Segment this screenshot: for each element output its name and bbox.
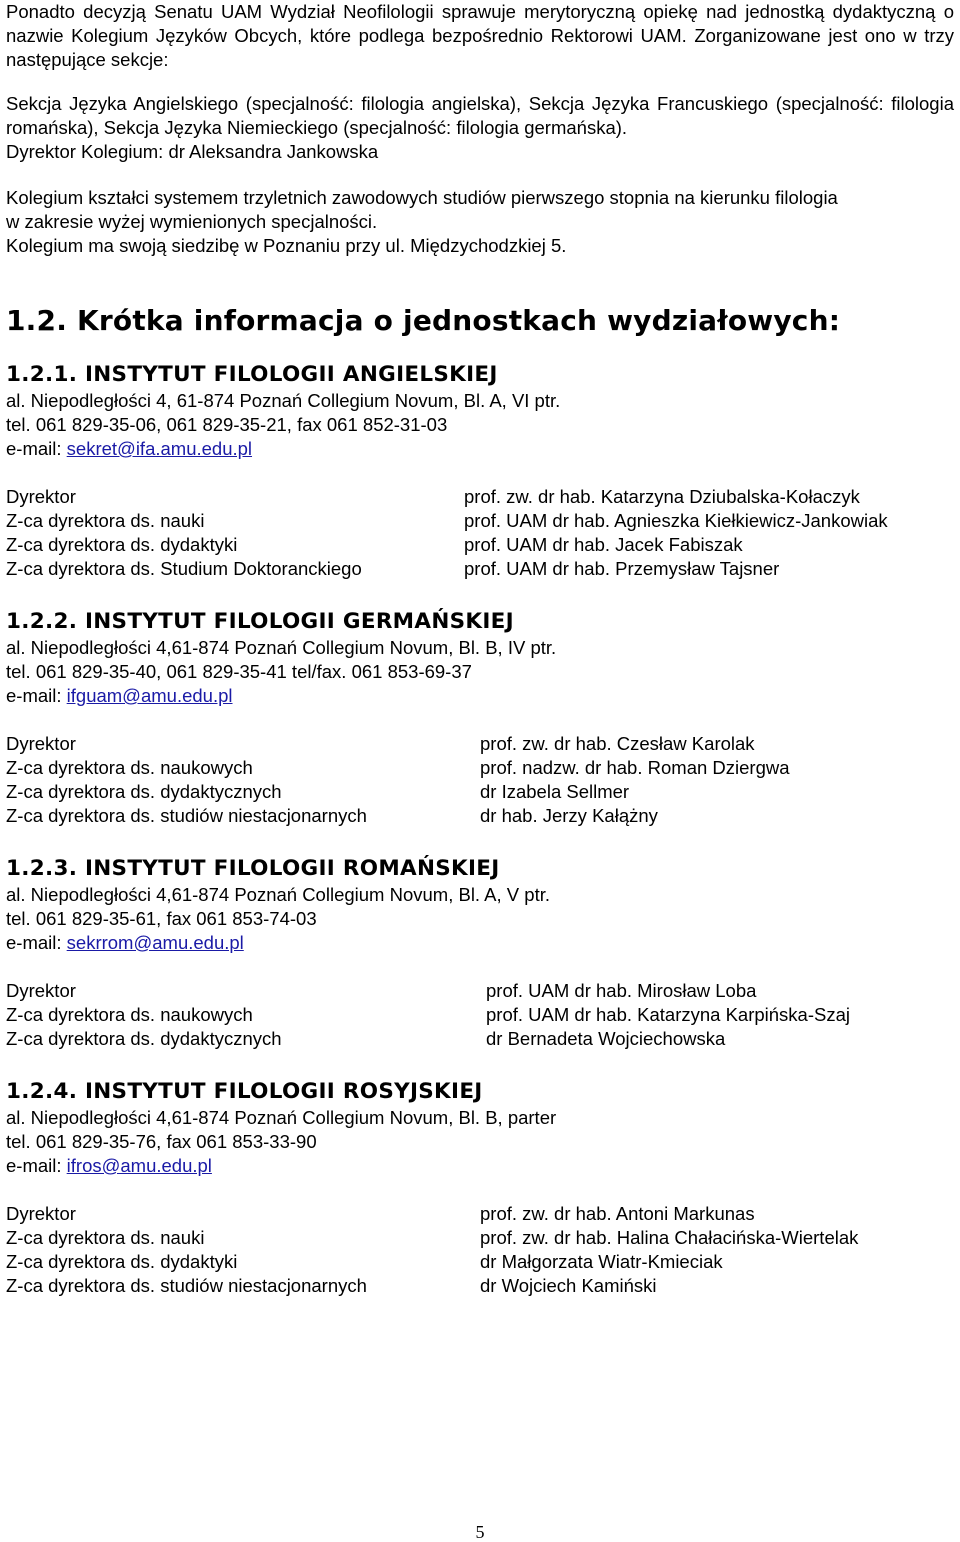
email-link[interactable]: ifguam@amu.edu.pl xyxy=(66,685,233,706)
staff-name: dr hab. Jerzy Kałążny xyxy=(480,805,658,826)
institute-heading: 1.2.3. INSTYTUT FILOLOGII ROMAŃSKIEJ xyxy=(6,856,500,881)
staff-name: prof. nadzw. dr hab. Roman Dziergwa xyxy=(480,757,790,778)
institute-email-line xyxy=(6,931,954,955)
document-page xyxy=(6,0,954,1298)
staff-role: Z-ca dyrektora ds. dydaktyki xyxy=(6,534,238,555)
staff-role: Z-ca dyrektora ds. studiów niestacjonarnych xyxy=(6,1275,367,1296)
institute-phone: tel. 061 829-35-40, 061 829-35-41 tel/fax. 061 853-69-37 xyxy=(6,661,472,682)
staff-role: Z-ca dyrektora ds. nauki xyxy=(6,510,205,531)
email-link[interactable]: ifros@amu.edu.pl xyxy=(66,1155,212,1176)
staff-list xyxy=(6,732,954,828)
kolegium-info-line: w zakresie wyżej wymienionych specjalności. xyxy=(6,211,378,232)
institute-email-line xyxy=(6,1154,954,1178)
institute-address: al. Niepodległości 4,61-874 Poznań Collegium Novum, Bl. B, IV ptr. xyxy=(6,637,557,658)
staff-role: Dyrektor xyxy=(6,1203,76,1224)
kolegium-director: Dyrektor Kolegium: dr Aleksandra Jankowska xyxy=(6,141,379,162)
staff-name: dr Wojciech Kamiński xyxy=(480,1275,657,1296)
institute-heading: 1.2.1. INSTYTUT FILOLOGII ANGIELSKIEJ xyxy=(6,362,498,387)
institute-address: al. Niepodległości 4,61-874 Poznań Collegium Novum, Bl. B, parter xyxy=(6,1107,557,1128)
institute-email-line xyxy=(6,437,954,461)
staff-role: Z-ca dyrektora ds. Studium Doktoranckiego xyxy=(6,558,362,579)
email-link[interactable]: sekret@ifa.amu.edu.pl xyxy=(66,438,253,459)
staff-name: prof. zw. dr hab. Katarzyna Dziubalska-Kołaczyk xyxy=(464,486,860,507)
intro-paragraph: Ponadto decyzją Senatu UAM Wydział Neofilologii sprawuje merytoryczną opiekę nad jednostką dydaktyczną o nazwie Kolegium Języków Obcych, które podlega bezpośrednio Rektorowi UAM. Zorganizowane jest ono w trzy następujące sekcje: xyxy=(6,1,954,70)
staff-list xyxy=(6,485,954,581)
staff-list xyxy=(6,979,954,1051)
staff-role: Z-ca dyrektora ds. dydaktyki xyxy=(6,1251,238,1272)
institute-heading: 1.2.4. INSTYTUT FILOLOGII ROSYJSKIEJ xyxy=(6,1079,483,1104)
staff-list xyxy=(6,1202,954,1298)
sections-paragraph: Sekcja Języka Angielskiego (specjalność: filologia angielska), Sekcja Języka Francuskiego (specjalność: filologia romańska), Sekcja Języka Niemieckiego (specjalność: filologia germańska). xyxy=(6,93,954,138)
staff-role: Z-ca dyrektora ds. dydaktycznych xyxy=(6,781,282,802)
institute-address: al. Niepodległości 4, 61-874 Poznań Collegium Novum, Bl. A, VI ptr. xyxy=(6,390,561,411)
section-heading: 1.2. Krótka informacja o jednostkach wydziałowych: xyxy=(6,304,841,337)
staff-role: Z-ca dyrektora ds. naukowych xyxy=(6,1004,253,1025)
email-label: e-mail: xyxy=(6,932,67,953)
institute-phone: tel. 061 829-35-61, fax 061 853-74-03 xyxy=(6,908,317,929)
staff-name: prof. UAM dr hab. Katarzyna Karpińska-Szaj xyxy=(486,1004,850,1025)
institute-phone: tel. 061 829-35-06, 061 829-35-21, fax 061 852-31-03 xyxy=(6,414,448,435)
page-number: 5 xyxy=(475,1522,485,1542)
staff-role: Z-ca dyrektora ds. nauki xyxy=(6,1227,205,1248)
staff-name: prof. zw. dr hab. Czesław Karolak xyxy=(480,733,755,754)
staff-role: Z-ca dyrektora ds. dydaktycznych xyxy=(6,1028,282,1049)
institute-heading: 1.2.2. INSTYTUT FILOLOGII GERMAŃSKIEJ xyxy=(6,609,514,634)
institute-email-line xyxy=(6,684,954,708)
staff-name: prof. zw. dr hab. Halina Chałacińska-Wiertelak xyxy=(480,1227,859,1248)
staff-name: dr Małgorzata Wiatr-Kmieciak xyxy=(480,1251,723,1272)
kolegium-info-line: Kolegium kształci systemem trzyletnich zawodowych studiów pierwszego stopnia na kierunku filologia xyxy=(6,187,838,208)
staff-role: Dyrektor xyxy=(6,733,76,754)
staff-name: prof. UAM dr hab. Agnieszka Kiełkiewicz-Jankowiak xyxy=(464,510,888,531)
staff-name: prof. UAM dr hab. Mirosław Loba xyxy=(486,980,757,1001)
staff-role: Z-ca dyrektora ds. naukowych xyxy=(6,757,253,778)
staff-role: Z-ca dyrektora ds. studiów niestacjonarnych xyxy=(6,805,367,826)
staff-name: prof. UAM dr hab. Jacek Fabiszak xyxy=(464,534,743,555)
staff-name: prof. zw. dr hab. Antoni Markunas xyxy=(480,1203,755,1224)
staff-name: dr Izabela Sellmer xyxy=(480,781,630,802)
email-label: e-mail: xyxy=(6,685,67,706)
email-label: e-mail: xyxy=(6,1155,67,1176)
email-link[interactable]: sekrrom@amu.edu.pl xyxy=(66,932,244,953)
institute-phone: tel. 061 829-35-76, fax 061 853-33-90 xyxy=(6,1131,317,1152)
institute-address: al. Niepodległości 4,61-874 Poznań Collegium Novum, Bl. A, V ptr. xyxy=(6,884,550,905)
staff-role: Dyrektor xyxy=(6,486,76,507)
email-label: e-mail: xyxy=(6,438,67,459)
staff-role: Dyrektor xyxy=(6,980,76,1001)
kolegium-location: Kolegium ma swoją siedzibę w Poznaniu przy ul. Międzychodzkiej 5. xyxy=(6,235,567,256)
staff-name: dr Bernadeta Wojciechowska xyxy=(486,1028,726,1049)
staff-name: prof. UAM dr hab. Przemysław Tajsner xyxy=(464,558,780,579)
